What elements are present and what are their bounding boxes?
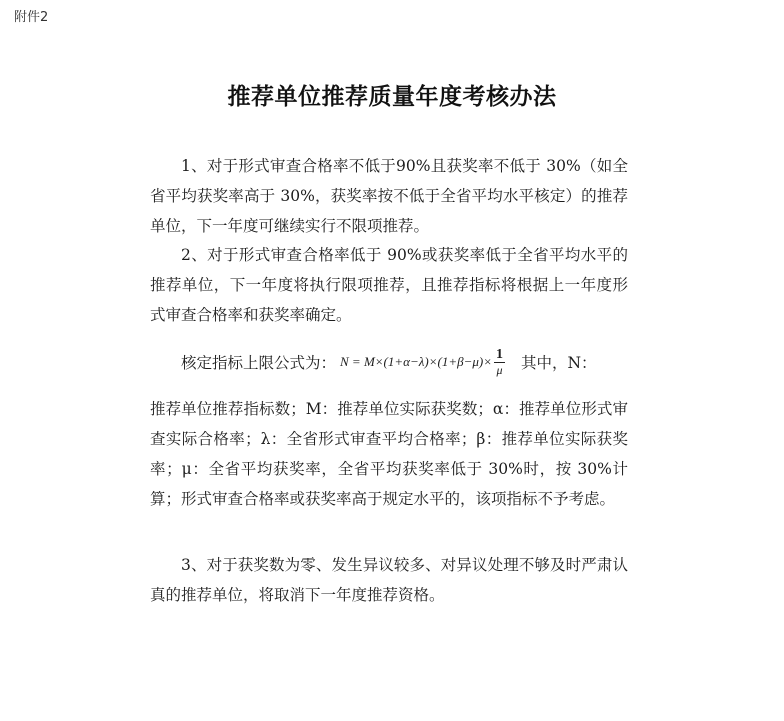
paragraph-definitions <box>150 394 628 514</box>
formula-numerator: 1 <box>495 346 503 362</box>
paragraph-2-text: 2、对于形式审查合格率低于 90%或获奖率低于全省平均水平的推荐单位，下一年度将执行限项推荐，且推荐指标将根据上一年度形式审查合格率和获奖率确定。 <box>150 246 628 324</box>
formula-intro: 核定指标上限公式为： <box>181 354 337 372</box>
formula-line <box>150 344 628 380</box>
formula-denominator: μ <box>496 362 503 377</box>
formula-expression <box>340 348 505 377</box>
paragraph-3 <box>150 550 628 610</box>
formula-main: N = M×(1+α−λ)×(1+β−μ)× <box>340 354 492 369</box>
paragraph-1 <box>150 151 628 241</box>
formula-fraction <box>494 348 505 377</box>
document-title: 推荐单位推荐质量年度考核办法 <box>227 84 557 110</box>
paragraph-2 <box>150 240 628 330</box>
paragraph-3-text: 3、对于获奖数为零、发生异议较多、对异议处理不够及时严肃认真的推荐单位，将取消下一年度推荐资格。 <box>150 556 628 604</box>
paragraph-1-text: 1、对于形式审查合格率不低于90%且获奖率不低于 30%（如全省平均获奖率高于 30%，获奖率按不低于全省平均水平核定）的推荐单位，下一年度可继续实行不限项推荐。 <box>150 157 628 235</box>
attachment-label: 附件2 <box>14 10 49 25</box>
paragraph-definitions-text: 推荐单位推荐指标数；M：推荐单位实际获奖数；α：推荐单位形式审查实际合格率；λ：全省形式审查平均合格率；β：推荐单位实际获奖率；μ：全省平均获奖率，全省平均获奖率低于 30%时，按 30%计算；形式审查合格率或获奖率高于规定水平的，该项指标不予考虑。 <box>150 400 628 508</box>
formula-tail: 其中，N： <box>520 354 597 372</box>
